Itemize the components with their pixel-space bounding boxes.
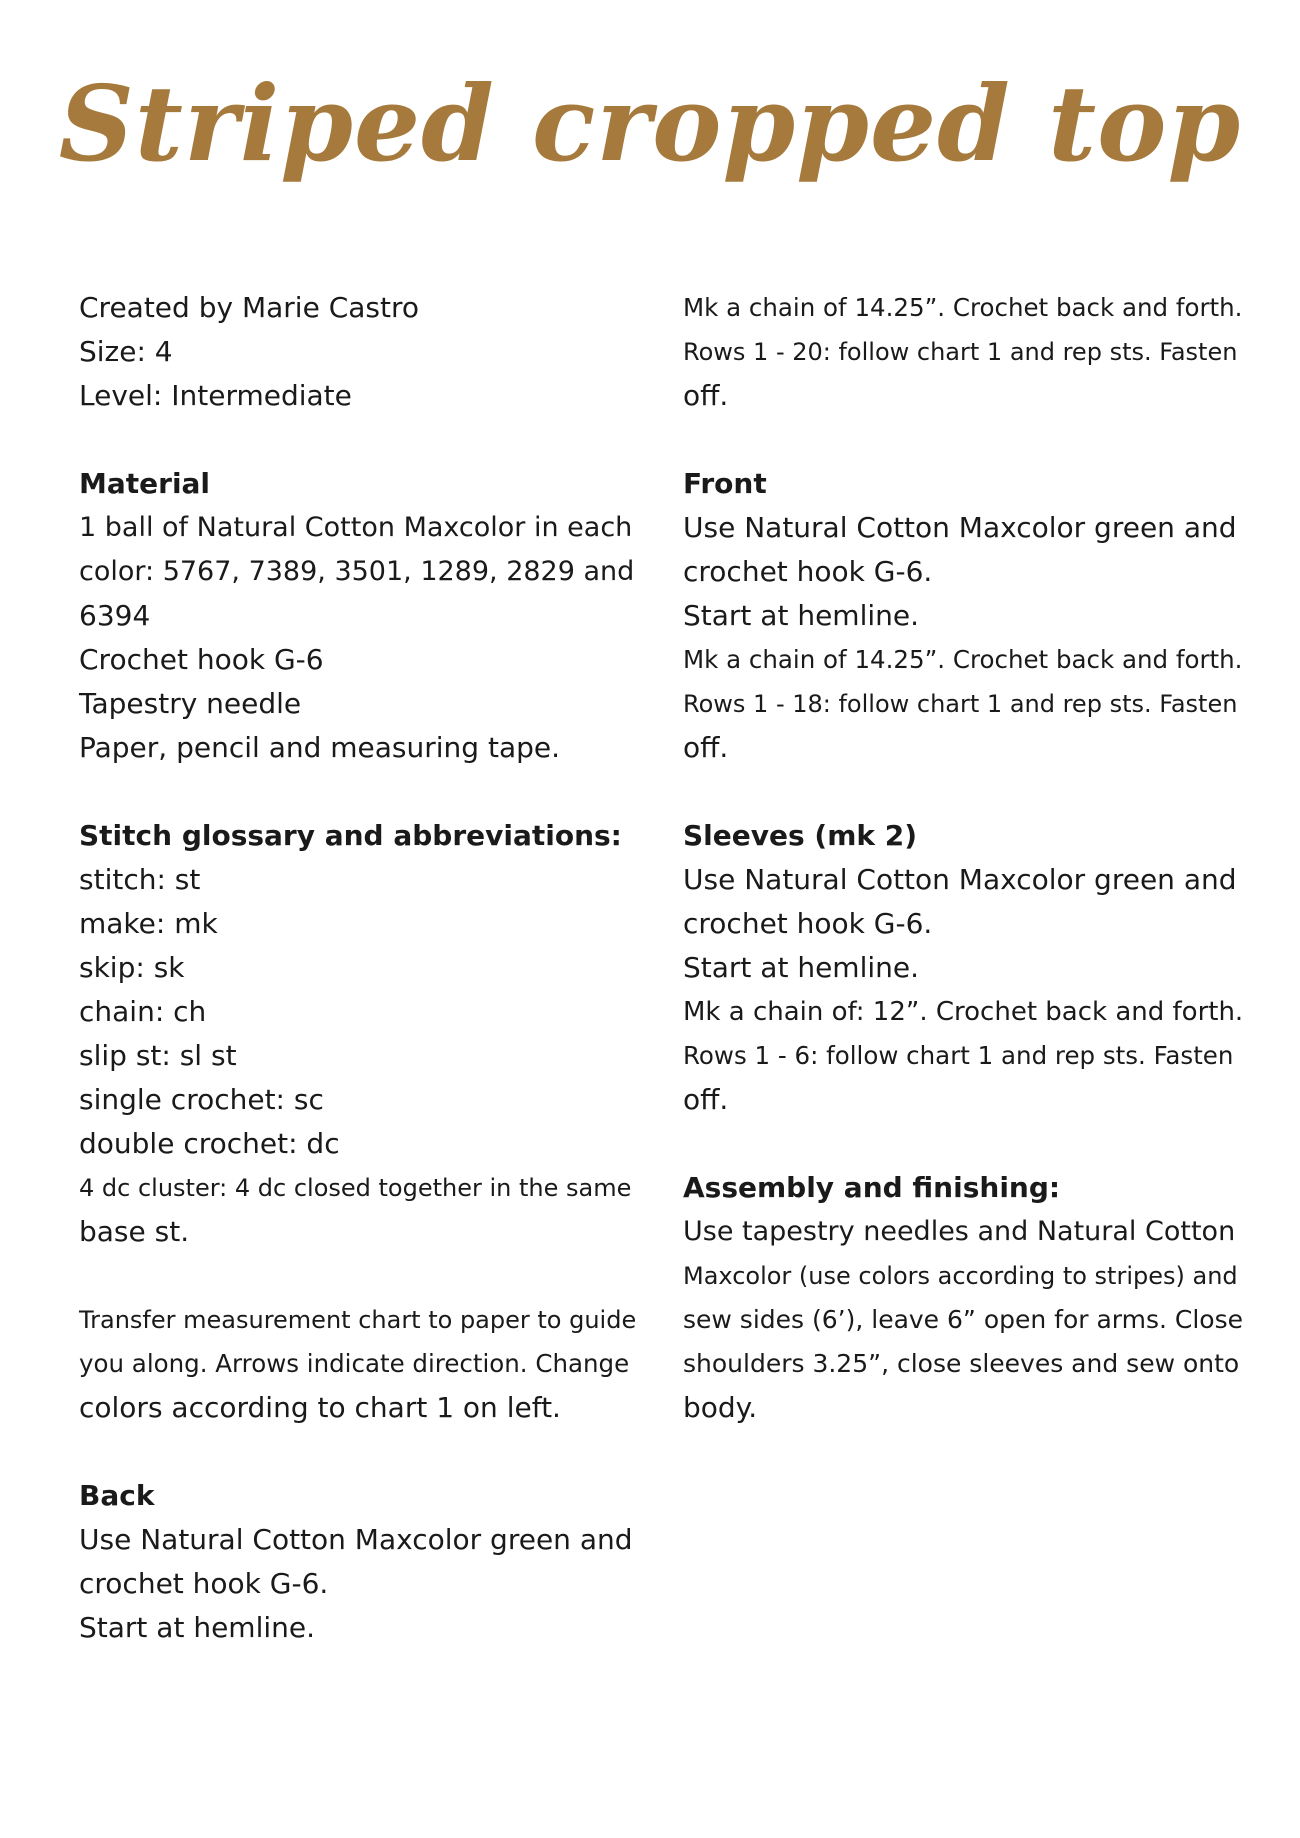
- assembly-heading: Assembly and finishing:: [683, 1171, 1061, 1204]
- spacer: [683, 1122, 1243, 1166]
- spacer: [683, 418, 1243, 462]
- glossary-line: double crochet: dc: [79, 1127, 340, 1160]
- page-title: Striped cropped top: [58, 62, 1242, 185]
- size-line: Size: 4: [79, 335, 173, 368]
- material-line: 6394: [79, 599, 151, 632]
- material-heading: Material: [79, 467, 211, 500]
- glossary-line: slip st: sl st: [79, 1039, 237, 1072]
- sleeves-line: off.: [683, 1083, 729, 1116]
- sleeves-heading: Sleeves (mk 2): [683, 819, 918, 852]
- level-line: Level: Intermediate: [79, 379, 352, 412]
- glossary-line: stitch: st: [79, 863, 201, 896]
- glossary-line: skip: sk: [79, 951, 185, 984]
- back-line: Mk a chain of 14.25”. Crochet back and forth.: [683, 293, 1243, 322]
- back-line: Start at hemline.: [79, 1611, 316, 1644]
- right-column: [683, 286, 1243, 1430]
- back-line: off.: [683, 379, 729, 412]
- assembly-line: sew sides (6’), leave 6” open for arms. Close: [683, 1305, 1244, 1334]
- front-heading: Front: [683, 467, 767, 500]
- glossary-heading: Stitch glossary and abbreviations:: [79, 819, 622, 852]
- assembly-line: Maxcolor (use colors according to stripes) and: [683, 1262, 1238, 1290]
- assembly-line: Use tapestry needles and Natural Cotton: [683, 1216, 1236, 1247]
- sleeves-line: Use Natural Cotton Maxcolor green and: [683, 863, 1237, 896]
- created-by: Created by Marie Castro: [79, 291, 419, 324]
- back-heading: Back: [79, 1479, 155, 1512]
- sleeves-line: crochet hook G-6.: [683, 907, 933, 940]
- spacer: [79, 1430, 639, 1474]
- material-line: Tapestry needle: [79, 687, 302, 720]
- transfer-line: you along. Arrows indicate direction. Change: [79, 1349, 630, 1378]
- front-line: off.: [683, 731, 729, 764]
- material-line: 1 ball of Natural Cotton Maxcolor in each: [79, 512, 633, 543]
- back-line: crochet hook G-6.: [79, 1567, 329, 1600]
- glossary-line: single crochet: sc: [79, 1083, 324, 1116]
- glossary-line: 4 dc cluster: 4 dc closed together in the same: [79, 1174, 632, 1202]
- spacer: [79, 1254, 639, 1298]
- material-line: color: 5767, 7389, 3501, 1289, 2829 and: [79, 556, 635, 587]
- spacer: [683, 770, 1243, 814]
- spacer: [79, 770, 639, 814]
- sleeves-line: Rows 1 - 6: follow chart 1 and rep sts. Fasten: [683, 1041, 1234, 1070]
- transfer-line: colors according to chart 1 on left.: [79, 1391, 561, 1424]
- glossary-line: make: mk: [79, 907, 218, 940]
- front-line: Rows 1 - 18: follow chart 1 and rep sts. Fasten: [683, 690, 1238, 718]
- front-line: Start at hemline.: [683, 599, 920, 632]
- glossary-line: base st.: [79, 1215, 190, 1248]
- front-line: crochet hook G-6.: [683, 555, 933, 588]
- spacer: [79, 418, 639, 462]
- left-column: [79, 286, 639, 1650]
- front-line: Use Natural Cotton Maxcolor green and: [683, 511, 1237, 544]
- back-line: Use Natural Cotton Maxcolor green and: [79, 1523, 633, 1556]
- assembly-line: shoulders 3.25”, close sleeves and sew onto: [683, 1349, 1240, 1378]
- material-line: Paper, pencil and measuring tape.: [79, 731, 561, 764]
- assembly-line: body.: [683, 1391, 758, 1424]
- sleeves-line: Start at hemline.: [683, 951, 920, 984]
- sleeves-line: Mk a chain of: 12”. Crochet back and forth.: [683, 997, 1244, 1027]
- material-line: Crochet hook G-6: [79, 643, 324, 676]
- transfer-line: Transfer measurement chart to paper to guide: [79, 1306, 637, 1334]
- back-line: Rows 1 - 20: follow chart 1 and rep sts. Fasten: [683, 338, 1238, 366]
- front-line: Mk a chain of 14.25”. Crochet back and forth.: [683, 645, 1243, 674]
- glossary-line: chain: ch: [79, 995, 207, 1028]
